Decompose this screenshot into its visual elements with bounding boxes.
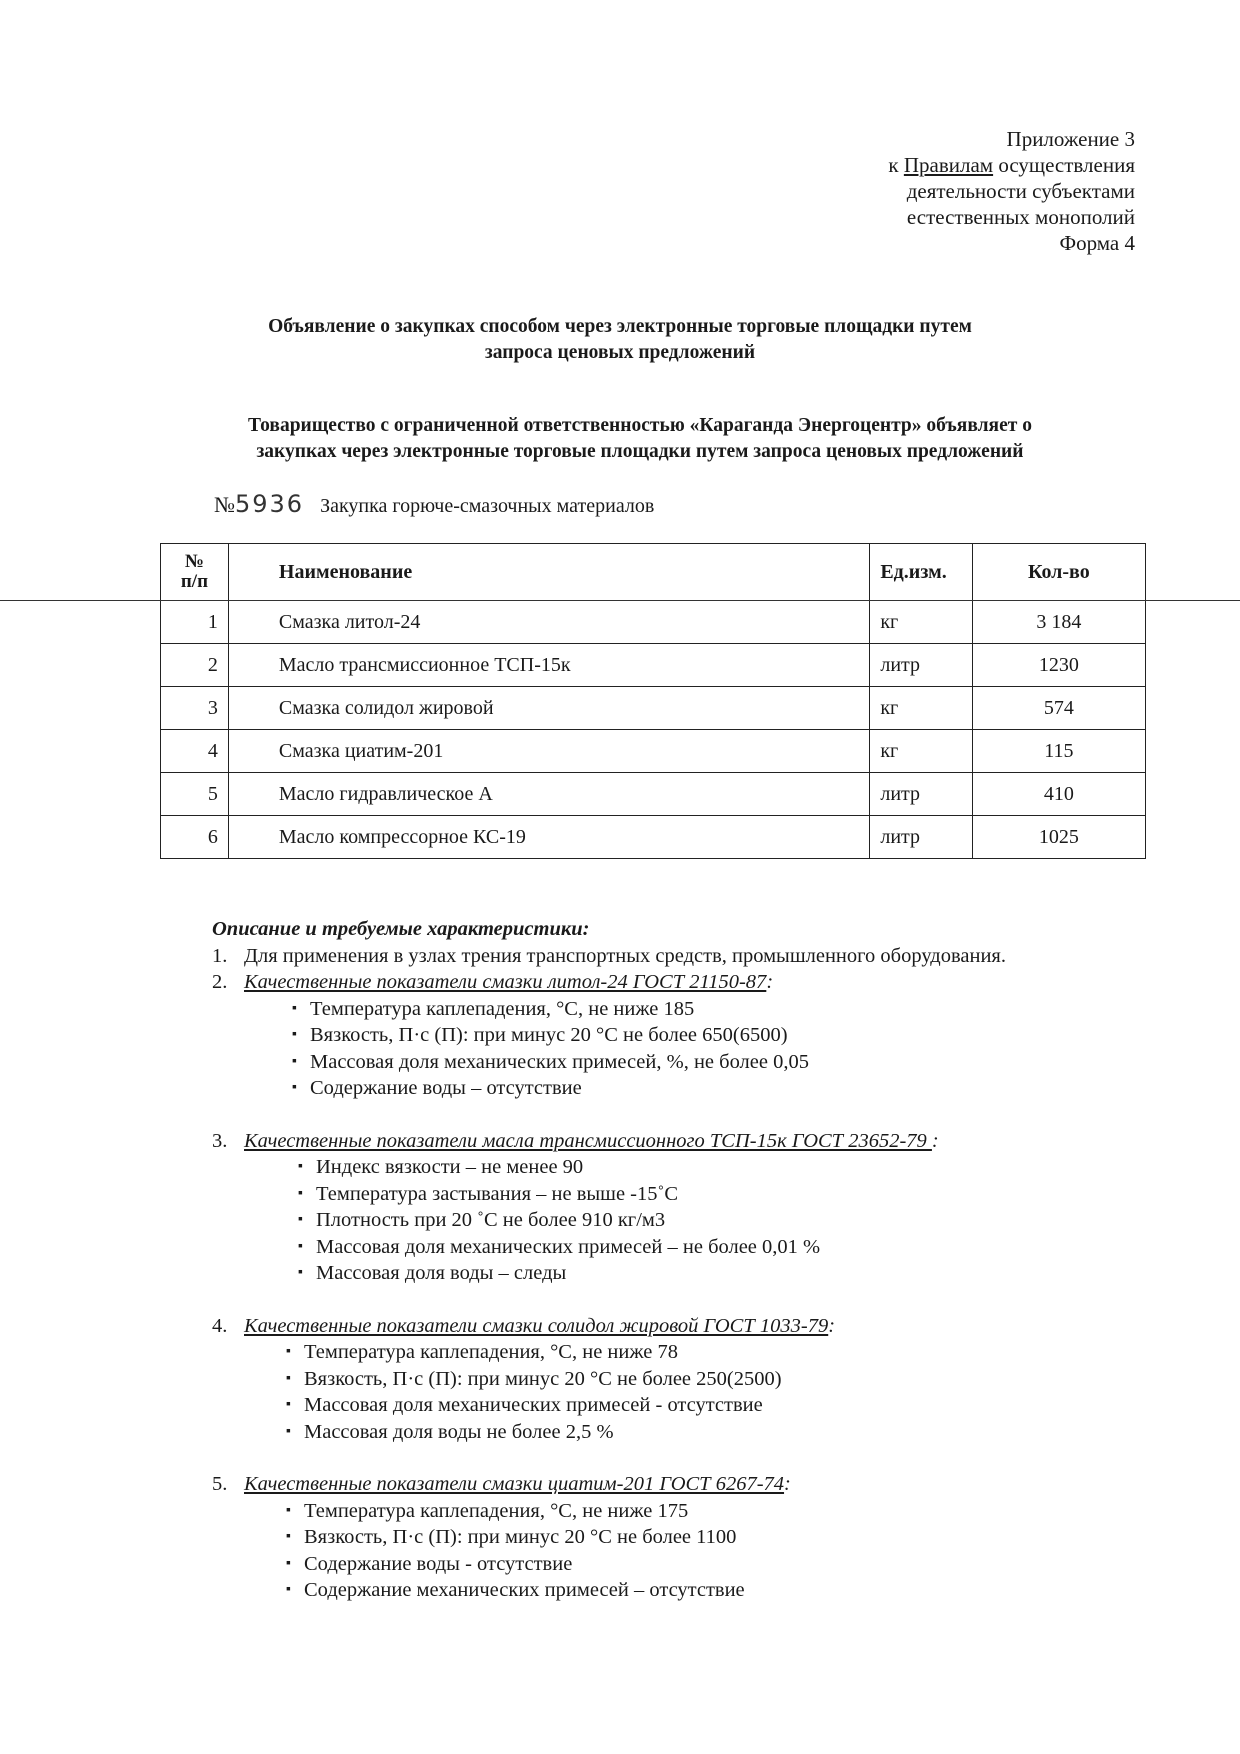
row-qty: 3 184 [972,601,1145,644]
list-item: ▪ Температура каплепадения, °С, не ниже 78 [282,1339,1112,1366]
item-heading: Качественные показатели масла трансмиссионного ТСП-15к ГОСТ 23652-79 : [244,1129,939,1152]
item-number: 3. [212,1129,228,1152]
row-unit: литр [870,773,972,816]
appendix-line-2-prefix: к [888,153,904,177]
description-item-1 [212,943,1112,970]
document-title-line-1: Объявление о закупках способом через электронные торговые площадки путем [268,316,972,337]
lot-line [214,490,654,518]
row-unit: литр [870,816,972,859]
description-section [212,916,1112,1604]
header-name: Наименование [228,544,869,601]
list-item: ▪ Вязкость, П·с (П): при минус 20 °С не более 650(6500) [288,1022,1112,1049]
scan-artifact-line [0,600,1240,601]
item-heading-text: Качественные показатели масла трансмиссионного ТСП-15к ГОСТ 23652-79 [244,1129,932,1152]
lot-number-handwritten: 5936 [235,490,305,518]
table-row [161,601,1146,644]
lot-description: Закупка горюче-смазочных материалов [320,495,655,517]
spacer [212,1102,1112,1128]
table-row [161,687,1146,730]
description-heading: Описание и требуемые характеристики: [212,918,590,940]
row-name: Смазка солидол жировой [228,687,869,730]
item-number: 5. [212,1473,228,1495]
row-name: Смазка циатим-201 [228,730,869,773]
table-row [161,644,1146,687]
item-heading-text: Качественные показатели смазки литол-24 ГОСТ 21150-87 [244,971,767,993]
header-unit: Ед.изм. [870,544,972,601]
document-title-line-2: запроса ценовых предложений [484,342,756,363]
row-qty: 574 [972,687,1145,730]
document-title [160,314,1080,366]
item-number: 2. [212,971,228,993]
row-name: Масло гидравлическое А [228,773,869,816]
row-no: 4 [161,730,229,773]
items-table [160,543,1146,859]
list-item: ▪ Массовая доля воды не более 2,5 % [282,1419,1112,1446]
list-item: ▪ Содержание воды – отсутствие [288,1075,1112,1102]
item-heading-text: Качественные показатели смазки циатим-201 ГОСТ 6267-74 [244,1473,785,1495]
row-qty: 1230 [972,644,1145,687]
appendix-line-4: естественных монополий [906,205,1135,229]
item-heading: Качественные показатели смазки солидол жировой ГОСТ 1033-79: [244,1314,836,1337]
row-unit: кг [870,687,972,730]
header-qty: Кол-во [972,544,1145,601]
item-text: Для применения в узлах трения транспортных средств, промышленного оборудования. [244,944,1006,967]
row-name: Смазка литол-24 [228,601,869,644]
list-item: ▪ Массовая доля воды – следы [294,1260,1112,1287]
table-header-row [161,544,1146,601]
list-item: ▪ Массовая доля механических примесей - отсутствие [282,1392,1112,1419]
row-qty: 1025 [972,816,1145,859]
bullet-list [282,1339,1112,1445]
header-no-line-1: № [184,551,204,572]
lot-number-prefix: № [214,492,235,517]
item-number: 4. [212,1314,228,1337]
item-heading: Качественные показатели смазки циатим-201 ГОСТ 6267-74: [244,1473,791,1495]
list-item: ▪ Плотность при 20 ˚С не более 910 кг/м3 [294,1207,1112,1234]
row-unit: кг [870,601,972,644]
list-item: ▪ Температура каплепадения, °С, не ниже 185 [288,996,1112,1023]
list-item: ▪ Температура застывания – не выше -15˚С [294,1181,1112,1208]
list-item: ▪ Индекс вязкости – не менее 90 [294,1154,1112,1181]
table-row [161,816,1146,859]
header-no-line-2: п/п [180,571,209,592]
row-no: 6 [161,816,229,859]
description-item-4 [212,1313,1112,1446]
header-no [161,544,229,601]
document-subtitle [170,413,1110,465]
list-item: ▪ Вязкость, П·с (П): при минус 20 °С не более 250(2500) [282,1366,1112,1393]
item-heading-text: Качественные показатели смазки солидол жировой ГОСТ 1033-79 [244,1314,829,1337]
table-row [161,730,1146,773]
list-item: ▪ Вязкость, П·с (П): при минус 20 °С не более 1100 [282,1524,1112,1551]
row-no: 3 [161,687,229,730]
row-no: 5 [161,773,229,816]
list-item: ▪ Содержание механических примесей – отсутствие [282,1577,1112,1604]
row-no: 2 [161,644,229,687]
spacer [212,1287,1112,1313]
appendix-header [715,126,1135,256]
row-qty: 115 [972,730,1145,773]
document-subtitle-line-2: закупках через электронные торговые площадки путем запроса ценовых предложений [256,441,1024,462]
item-heading: Качественные показатели смазки литол-24 ГОСТ 21150-87: [244,971,774,993]
document-subtitle-line-1: Товарищество с ограниченной ответственностью «Караганда Энергоцентр» объявляет о [248,415,1032,436]
description-item-2 [212,969,1112,1102]
appendix-line-1: Приложение 3 [1006,127,1135,151]
form-number: Форма 4 [1059,231,1135,255]
row-no: 1 [161,601,229,644]
spacer [212,1445,1112,1471]
bullet-list [294,1154,1112,1287]
appendix-line-2-suffix: осуществления [993,153,1135,177]
description-item-3 [212,1128,1112,1287]
row-qty: 410 [972,773,1145,816]
list-item: ▪ Массовая доля механических примесей – не более 0,01 % [294,1234,1112,1261]
description-item-5 [212,1471,1112,1604]
row-unit: кг [870,730,972,773]
appendix-line-2 [715,152,1135,178]
row-name: Масло трансмиссионное ТСП-15к [228,644,869,687]
item-number: 1. [212,944,228,967]
rules-link[interactable]: Правилам [903,153,994,177]
row-name: Масло компрессорное КС-19 [228,816,869,859]
appendix-line-3: деятельности субъектами [906,179,1135,203]
table-row [161,773,1146,816]
bullet-list [282,1498,1112,1604]
row-unit: литр [870,644,972,687]
list-item: ▪ Содержание воды - отсутствие [282,1551,1112,1578]
list-item: ▪ Температура каплепадения, °С, не ниже 175 [282,1498,1112,1525]
list-item: ▪ Массовая доля механических примесей, %, не более 0,05 [288,1049,1112,1076]
bullet-list [288,996,1112,1102]
